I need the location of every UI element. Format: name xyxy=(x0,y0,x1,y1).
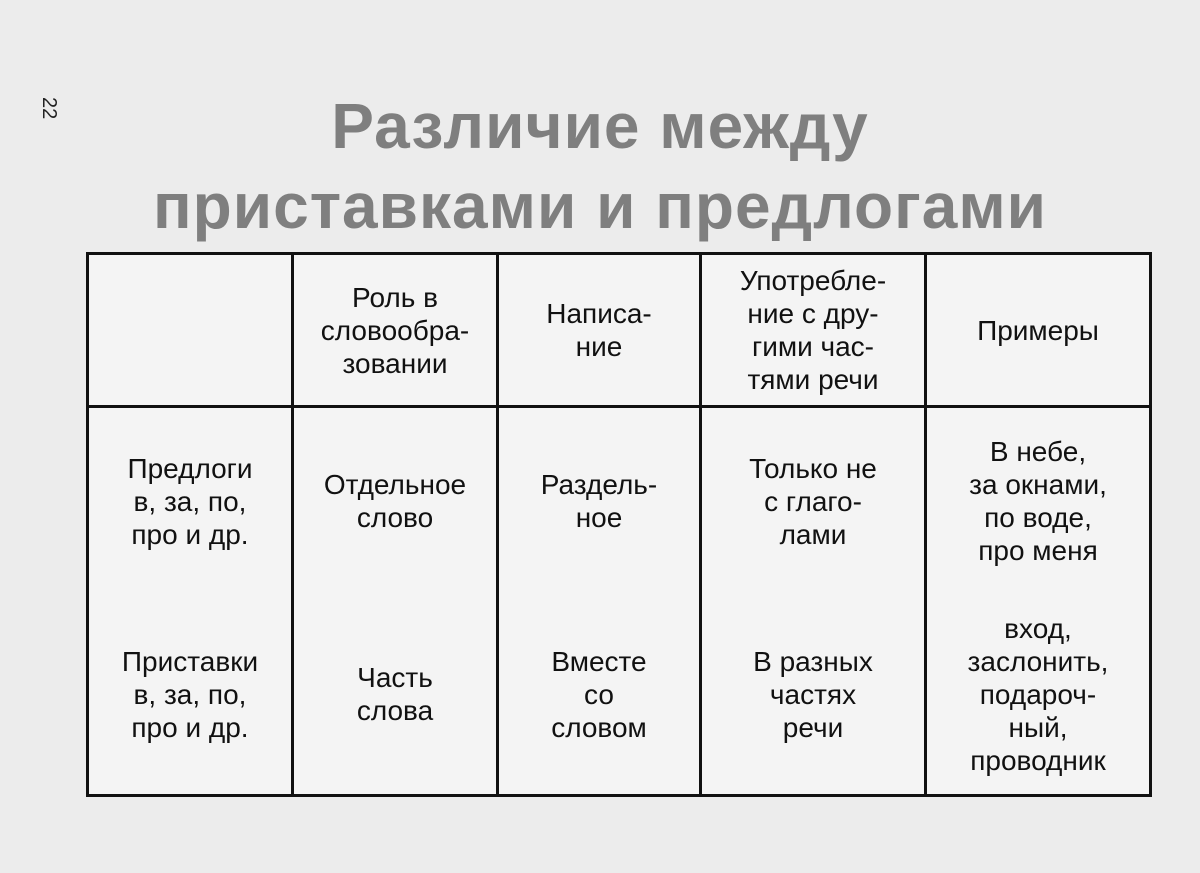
header-cell-empty xyxy=(88,254,293,407)
cell-type: Приставки в, за, по, про и др. xyxy=(88,594,293,796)
title-line-1: Различие между xyxy=(331,90,869,162)
header-cell-role: Роль в словообра- зовании xyxy=(293,254,498,407)
comparison-table xyxy=(86,252,1152,797)
cell-spelling: Вместе со словом xyxy=(498,594,701,796)
cell-role: Отдельное слово xyxy=(293,407,498,595)
cell-role: Часть слова xyxy=(293,594,498,796)
cell-usage: Только не с глаго- лами xyxy=(701,407,926,595)
title-line-2: приставками и предлогами xyxy=(153,170,1047,242)
header-cell-examples: Примеры xyxy=(926,254,1151,407)
cell-examples: В небе, за окнами, по воде, про меня xyxy=(926,407,1151,595)
header-cell-spelling: Написа- ние xyxy=(498,254,701,407)
page-title xyxy=(70,86,1130,246)
cell-examples: вход, заслонить, подароч- ный, проводник xyxy=(926,594,1151,796)
cell-type: Предлоги в, за, по, про и др. xyxy=(88,407,293,595)
page-number: 22 xyxy=(38,97,60,120)
header-cell-usage: Употребле- ние с дру- гими час- тями речи xyxy=(701,254,926,407)
cell-usage: В разных частях речи xyxy=(701,594,926,796)
table-row-prepositions xyxy=(88,407,1151,595)
table-row-prefixes xyxy=(88,594,1151,796)
cell-spelling: Раздель- ное xyxy=(498,407,701,595)
table-header-row xyxy=(88,254,1151,407)
